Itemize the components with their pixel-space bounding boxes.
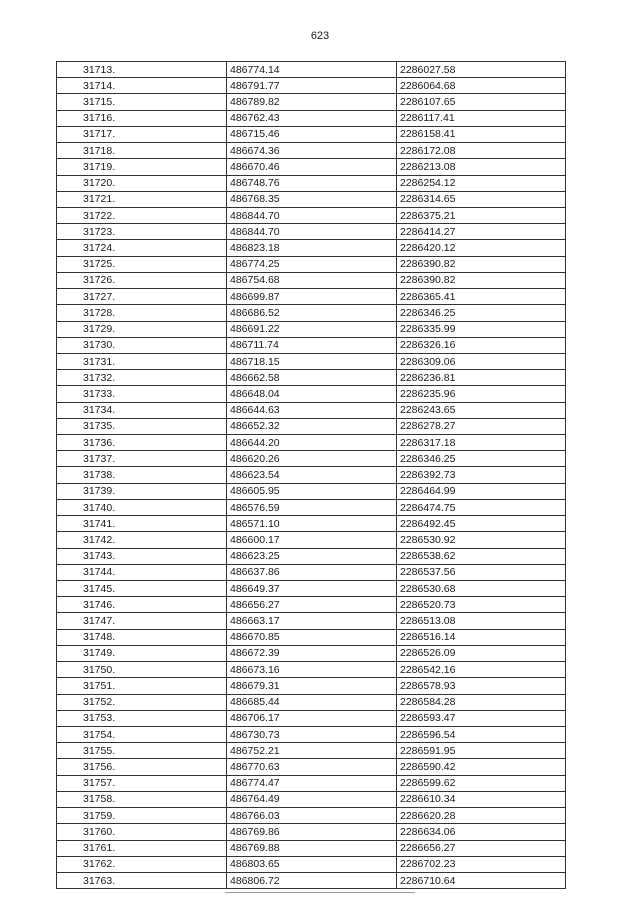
y-coordinate-cell: 2286590.42 <box>397 759 566 775</box>
table-row <box>57 743 566 759</box>
table-row <box>57 110 566 126</box>
y-coordinate-cell: 2286309.06 <box>397 353 566 369</box>
point-number-cell: 31748. <box>57 629 227 645</box>
table-row <box>57 467 566 483</box>
y-coordinate-cell: 2286064.68 <box>397 78 566 94</box>
y-coordinate-cell: 2286526.09 <box>397 645 566 661</box>
point-number-cell: 31753. <box>57 710 227 726</box>
x-coordinate-cell: 486823.18 <box>227 240 397 256</box>
point-number-cell: 31717. <box>57 126 227 142</box>
x-coordinate-cell: 486754.68 <box>227 272 397 288</box>
table-row <box>57 516 566 532</box>
point-number-cell: 31728. <box>57 305 227 321</box>
table-row <box>57 726 566 742</box>
footer-divider <box>225 892 415 893</box>
table-row <box>57 159 566 175</box>
point-number-cell: 31721. <box>57 191 227 207</box>
y-coordinate-cell: 2286596.54 <box>397 726 566 742</box>
x-coordinate-cell: 486686.52 <box>227 305 397 321</box>
y-coordinate-cell: 2286317.18 <box>397 435 566 451</box>
x-coordinate-cell: 486768.35 <box>227 191 397 207</box>
x-coordinate-cell: 486770.63 <box>227 759 397 775</box>
table-row <box>57 240 566 256</box>
x-coordinate-cell: 486679.31 <box>227 678 397 694</box>
x-coordinate-cell: 486766.03 <box>227 808 397 824</box>
point-number-cell: 31737. <box>57 451 227 467</box>
table-row <box>57 808 566 824</box>
x-coordinate-cell: 486769.88 <box>227 840 397 856</box>
x-coordinate-cell: 486789.82 <box>227 94 397 110</box>
table-row <box>57 126 566 142</box>
table-row <box>57 613 566 629</box>
table-row <box>57 418 566 434</box>
table-row <box>57 840 566 856</box>
y-coordinate-cell: 2286392.73 <box>397 467 566 483</box>
x-coordinate-cell: 486605.95 <box>227 483 397 499</box>
point-number-cell: 31715. <box>57 94 227 110</box>
y-coordinate-cell: 2286346.25 <box>397 305 566 321</box>
x-coordinate-cell: 486762.43 <box>227 110 397 126</box>
table-row <box>57 289 566 305</box>
table-row <box>57 532 566 548</box>
y-coordinate-cell: 2286390.82 <box>397 256 566 272</box>
x-coordinate-cell: 486774.25 <box>227 256 397 272</box>
y-coordinate-cell: 2286710.64 <box>397 872 566 888</box>
point-number-cell: 31713. <box>57 62 227 78</box>
y-coordinate-cell: 2286591.95 <box>397 743 566 759</box>
point-number-cell: 31742. <box>57 532 227 548</box>
point-number-cell: 31726. <box>57 272 227 288</box>
x-coordinate-cell: 486774.47 <box>227 775 397 791</box>
table-row <box>57 386 566 402</box>
x-coordinate-cell: 486715.46 <box>227 126 397 142</box>
point-number-cell: 31714. <box>57 78 227 94</box>
table-row <box>57 759 566 775</box>
page-number: 623 <box>310 30 330 42</box>
y-coordinate-cell: 2286620.28 <box>397 808 566 824</box>
table-row <box>57 353 566 369</box>
point-number-cell: 31749. <box>57 645 227 661</box>
x-coordinate-cell: 486663.17 <box>227 613 397 629</box>
point-number-cell: 31760. <box>57 824 227 840</box>
table-row <box>57 710 566 726</box>
y-coordinate-cell: 2286520.73 <box>397 597 566 613</box>
point-number-cell: 31735. <box>57 418 227 434</box>
coordinates-table <box>56 61 566 889</box>
x-coordinate-cell: 486674.36 <box>227 143 397 159</box>
point-number-cell: 31727. <box>57 289 227 305</box>
point-number-cell: 31761. <box>57 840 227 856</box>
x-coordinate-cell: 486670.46 <box>227 159 397 175</box>
point-number-cell: 31723. <box>57 224 227 240</box>
x-coordinate-cell: 486706.17 <box>227 710 397 726</box>
y-coordinate-cell: 2286117.41 <box>397 110 566 126</box>
y-coordinate-cell: 2286107.65 <box>397 94 566 110</box>
y-coordinate-cell: 2286513.08 <box>397 613 566 629</box>
x-coordinate-cell: 486691.22 <box>227 321 397 337</box>
point-number-cell: 31718. <box>57 143 227 159</box>
x-coordinate-cell: 486774.14 <box>227 62 397 78</box>
table-row <box>57 451 566 467</box>
table-row <box>57 337 566 353</box>
x-coordinate-cell: 486620.26 <box>227 451 397 467</box>
x-coordinate-cell: 486652.32 <box>227 418 397 434</box>
y-coordinate-cell: 2286278.27 <box>397 418 566 434</box>
table-row <box>57 272 566 288</box>
point-number-cell: 31729. <box>57 321 227 337</box>
point-number-cell: 31740. <box>57 499 227 515</box>
y-coordinate-cell: 2286235.96 <box>397 386 566 402</box>
y-coordinate-cell: 2286634.06 <box>397 824 566 840</box>
point-number-cell: 31725. <box>57 256 227 272</box>
table-row <box>57 175 566 191</box>
x-coordinate-cell: 486803.65 <box>227 856 397 872</box>
y-coordinate-cell: 2286335.99 <box>397 321 566 337</box>
y-coordinate-cell: 2286346.25 <box>397 451 566 467</box>
x-coordinate-cell: 486791.77 <box>227 78 397 94</box>
table-row <box>57 483 566 499</box>
y-coordinate-cell: 2286610.34 <box>397 791 566 807</box>
point-number-cell: 31750. <box>57 662 227 678</box>
y-coordinate-cell: 2286158.41 <box>397 126 566 142</box>
table-row <box>57 662 566 678</box>
x-coordinate-cell: 486571.10 <box>227 516 397 532</box>
x-coordinate-cell: 486769.86 <box>227 824 397 840</box>
table-row <box>57 62 566 78</box>
table-row <box>57 645 566 661</box>
point-number-cell: 31734. <box>57 402 227 418</box>
y-coordinate-cell: 2286530.92 <box>397 532 566 548</box>
table-row <box>57 629 566 645</box>
point-number-cell: 31731. <box>57 353 227 369</box>
point-number-cell: 31759. <box>57 808 227 824</box>
x-coordinate-cell: 486806.72 <box>227 872 397 888</box>
y-coordinate-cell: 2286243.65 <box>397 402 566 418</box>
table-row <box>57 694 566 710</box>
y-coordinate-cell: 2286492.45 <box>397 516 566 532</box>
table-row <box>57 78 566 94</box>
point-number-cell: 31755. <box>57 743 227 759</box>
y-coordinate-cell: 2286236.81 <box>397 370 566 386</box>
x-coordinate-cell: 486662.58 <box>227 370 397 386</box>
y-coordinate-cell: 2286414.27 <box>397 224 566 240</box>
point-number-cell: 31720. <box>57 175 227 191</box>
y-coordinate-cell: 2286593.47 <box>397 710 566 726</box>
x-coordinate-cell: 486748.76 <box>227 175 397 191</box>
y-coordinate-cell: 2286599.62 <box>397 775 566 791</box>
x-coordinate-cell: 486672.39 <box>227 645 397 661</box>
table-row <box>57 564 566 580</box>
point-number-cell: 31763. <box>57 872 227 888</box>
x-coordinate-cell: 486673.16 <box>227 662 397 678</box>
y-coordinate-cell: 2286365.41 <box>397 289 566 305</box>
point-number-cell: 31751. <box>57 678 227 694</box>
point-number-cell: 31745. <box>57 581 227 597</box>
table-row <box>57 791 566 807</box>
point-number-cell: 31741. <box>57 516 227 532</box>
y-coordinate-cell: 2286375.21 <box>397 207 566 223</box>
y-coordinate-cell: 2286464.99 <box>397 483 566 499</box>
y-coordinate-cell: 2286326.16 <box>397 337 566 353</box>
x-coordinate-cell: 486844.70 <box>227 207 397 223</box>
point-number-cell: 31762. <box>57 856 227 872</box>
point-number-cell: 31746. <box>57 597 227 613</box>
point-number-cell: 31719. <box>57 159 227 175</box>
y-coordinate-cell: 2286516.14 <box>397 629 566 645</box>
table-row <box>57 856 566 872</box>
x-coordinate-cell: 486649.37 <box>227 581 397 597</box>
table-row <box>57 775 566 791</box>
table-row <box>57 256 566 272</box>
point-number-cell: 31739. <box>57 483 227 499</box>
x-coordinate-cell: 486644.20 <box>227 435 397 451</box>
point-number-cell: 31738. <box>57 467 227 483</box>
x-coordinate-cell: 486752.21 <box>227 743 397 759</box>
table-row <box>57 499 566 515</box>
table-row <box>57 435 566 451</box>
x-coordinate-cell: 486576.59 <box>227 499 397 515</box>
y-coordinate-cell: 2286656.27 <box>397 840 566 856</box>
y-coordinate-cell: 2286314.65 <box>397 191 566 207</box>
point-number-cell: 31743. <box>57 548 227 564</box>
y-coordinate-cell: 2286420.12 <box>397 240 566 256</box>
table-row <box>57 402 566 418</box>
x-coordinate-cell: 486656.27 <box>227 597 397 613</box>
table-row <box>57 191 566 207</box>
x-coordinate-cell: 486718.15 <box>227 353 397 369</box>
point-number-cell: 31732. <box>57 370 227 386</box>
table-row <box>57 581 566 597</box>
y-coordinate-cell: 2286584.28 <box>397 694 566 710</box>
point-number-cell: 31747. <box>57 613 227 629</box>
table-row <box>57 678 566 694</box>
point-number-cell: 31722. <box>57 207 227 223</box>
table-row <box>57 548 566 564</box>
table-row <box>57 207 566 223</box>
y-coordinate-cell: 2286390.82 <box>397 272 566 288</box>
x-coordinate-cell: 486699.87 <box>227 289 397 305</box>
point-number-cell: 31752. <box>57 694 227 710</box>
table-row <box>57 224 566 240</box>
y-coordinate-cell: 2286254.12 <box>397 175 566 191</box>
point-number-cell: 31758. <box>57 791 227 807</box>
x-coordinate-cell: 486648.04 <box>227 386 397 402</box>
x-coordinate-cell: 486637.86 <box>227 564 397 580</box>
y-coordinate-cell: 2286027.58 <box>397 62 566 78</box>
x-coordinate-cell: 486670.85 <box>227 629 397 645</box>
y-coordinate-cell: 2286213.08 <box>397 159 566 175</box>
y-coordinate-cell: 2286537.56 <box>397 564 566 580</box>
table-row <box>57 370 566 386</box>
table-row <box>57 94 566 110</box>
point-number-cell: 31716. <box>57 110 227 126</box>
x-coordinate-cell: 486644.63 <box>227 402 397 418</box>
x-coordinate-cell: 486711.74 <box>227 337 397 353</box>
point-number-cell: 31730. <box>57 337 227 353</box>
table-row <box>57 143 566 159</box>
table-row <box>57 824 566 840</box>
x-coordinate-cell: 486685.44 <box>227 694 397 710</box>
y-coordinate-cell: 2286538.62 <box>397 548 566 564</box>
point-number-cell: 31724. <box>57 240 227 256</box>
point-number-cell: 31744. <box>57 564 227 580</box>
point-number-cell: 31736. <box>57 435 227 451</box>
x-coordinate-cell: 486600.17 <box>227 532 397 548</box>
y-coordinate-cell: 2286702.23 <box>397 856 566 872</box>
y-coordinate-cell: 2286474.75 <box>397 499 566 515</box>
y-coordinate-cell: 2286578.93 <box>397 678 566 694</box>
x-coordinate-cell: 486623.54 <box>227 467 397 483</box>
x-coordinate-cell: 486764.49 <box>227 791 397 807</box>
y-coordinate-cell: 2286542.16 <box>397 662 566 678</box>
x-coordinate-cell: 486844.70 <box>227 224 397 240</box>
y-coordinate-cell: 2286172.08 <box>397 143 566 159</box>
table-body <box>57 62 566 889</box>
table-row <box>57 872 566 888</box>
y-coordinate-cell: 2286530.68 <box>397 581 566 597</box>
x-coordinate-cell: 486623.25 <box>227 548 397 564</box>
point-number-cell: 31756. <box>57 759 227 775</box>
table-row <box>57 305 566 321</box>
table-row <box>57 321 566 337</box>
point-number-cell: 31733. <box>57 386 227 402</box>
point-number-cell: 31757. <box>57 775 227 791</box>
table-row <box>57 597 566 613</box>
x-coordinate-cell: 486730.73 <box>227 726 397 742</box>
point-number-cell: 31754. <box>57 726 227 742</box>
